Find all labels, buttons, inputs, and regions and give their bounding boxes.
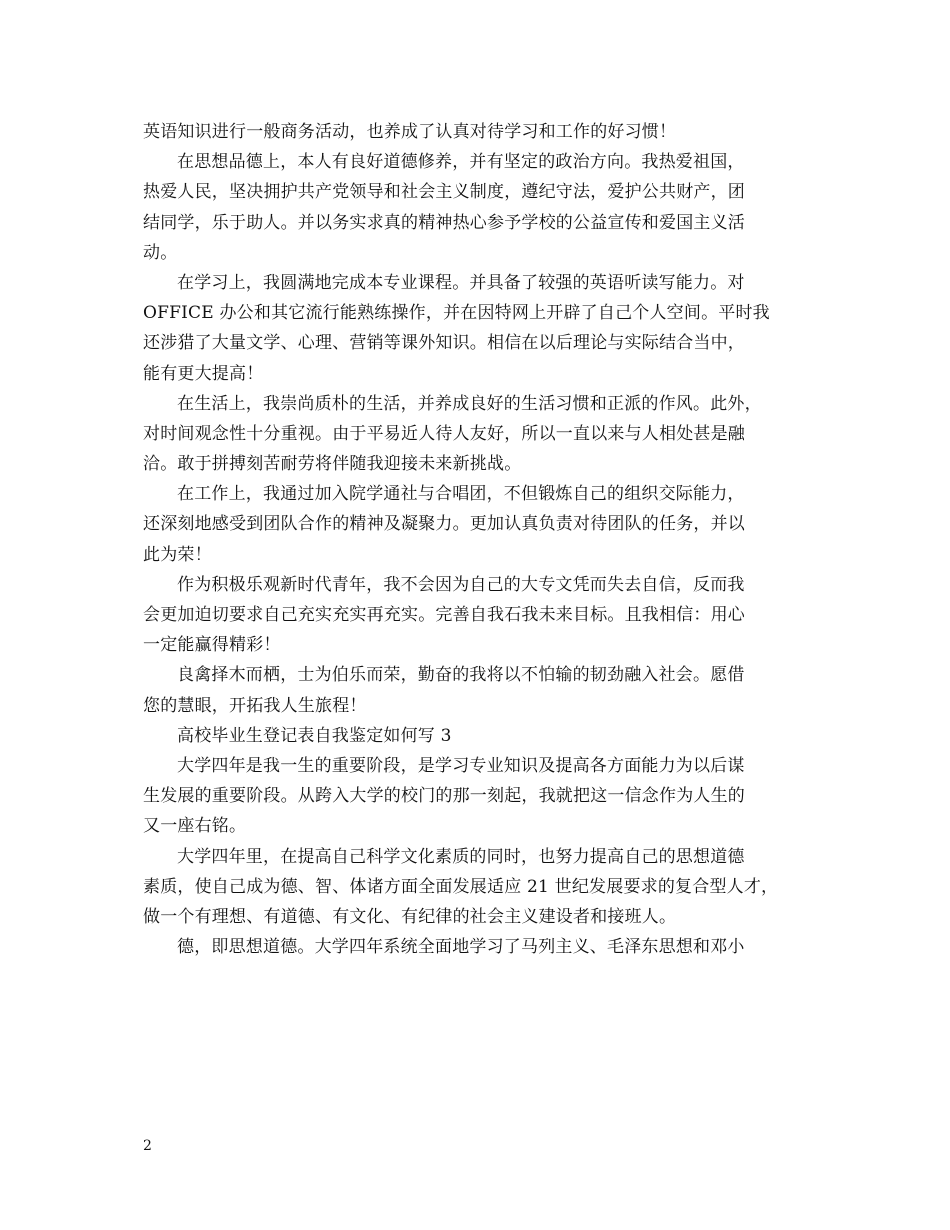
- text-line: 做一个有理想、有道德、有文化、有纪律的社会主义建设者和接班人。: [143, 906, 677, 927]
- text-line: 一定能赢得精彩！: [143, 635, 281, 656]
- text-line: 大学四年里，在提高自己科学文化素质的同时，也努力提高自己的思想道德: [177, 846, 745, 867]
- text-line: 还深刻地感受到团队合作的精神及凝聚力。更加认真负责对待团队的任务，并以: [143, 514, 745, 535]
- text-line: 在思想品德上，本人有良好道德修养，并有坚定的政治方向。我热爱祖国，: [177, 152, 745, 173]
- text-line: 德，即思想道德。大学四年系统全面地学习了马列主义、毛泽东思想和邓小: [177, 937, 745, 958]
- text-line: 对时间观念性十分重视。由于平易近人待人友好，所以一直以来与人相处甚是融: [143, 423, 745, 444]
- text-line: 又一座右铭。: [143, 816, 247, 837]
- text-line: 洽。敢于拼搏刻苦耐劳将伴随我迎接未来新挑战。: [143, 454, 522, 475]
- text-line: OFFICE 办公和其它流行能熟练操作，并在因特网上开辟了自己个人空间。平时我: [143, 303, 770, 324]
- text-line: 您的慧眼，开拓我人生旅程！: [143, 695, 367, 716]
- text-line: 大学四年是我一生的重要阶段，是学习专业知识及提高各方面能力为以后谋: [177, 755, 745, 776]
- text-line: 动。: [143, 242, 178, 263]
- text-line: 在学习上，我圆满地完成本专业课程。并具备了较强的英语听读写能力。对: [177, 272, 745, 293]
- text-line: 在生活上，我崇尚质朴的生活，并养成良好的生活习惯和正派的作风。此外，: [177, 393, 762, 414]
- text-line: 会更加迫切要求自己充实充实再充实。完善自我石我未来目标。且我相信：用心: [143, 605, 745, 625]
- text-line: 在工作上，我通过加入院学通社与合唱团，不但锻炼自己的组织交际能力，: [177, 484, 745, 505]
- text-line: 作为积极乐观新时代青年，我不会因为自己的大专文凭而失去自信，反而我: [177, 574, 745, 595]
- body-text: [143, 117, 808, 962]
- text-line: 结同学，乐于助人。并以务实求真的精神热心参予学校的公益宣传和爱国主义活: [143, 212, 745, 233]
- text-line: 素质，使自己成为德、智、体诸方面全面发展适应 21 世纪发展要求的复合型人才，: [143, 876, 779, 897]
- text-line: 良禽择木而栖，士为伯乐而荣，勤奋的我将以不怕输的韧劲融入社会。愿借: [177, 665, 745, 686]
- text-line: 热爱人民，坚决拥护共产党领导和社会主义制度，遵纪守法，爱护公共财产，团: [143, 182, 745, 203]
- text-line: 还涉猎了大量文学、心理、营销等课外知识。相信在以后理论与实际结合当中，: [143, 333, 745, 354]
- section-heading: 高校毕业生登记表自我鉴定如何写 3: [177, 725, 452, 746]
- text-line: 能有更大提高！: [143, 363, 264, 384]
- text-line: 英语知识进行一般商务活动，也养成了认真对待学习和工作的好习惯！: [143, 122, 677, 142]
- page-number: 2: [143, 1138, 152, 1154]
- text-line: 生发展的重要阶段。从跨入大学的校门的那一刻起，我就把这一信念作为人生的: [143, 786, 745, 807]
- text-line: 此为荣！: [143, 544, 212, 565]
